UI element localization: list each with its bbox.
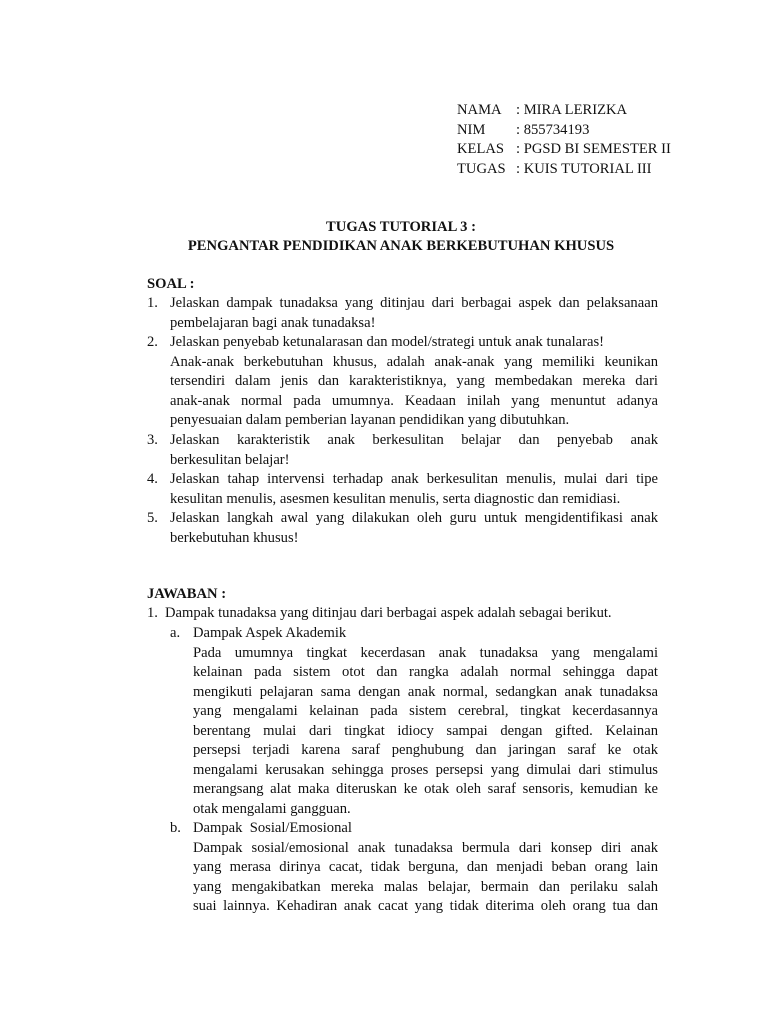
- question-line: berkesulitan belajar!: [170, 451, 290, 468]
- question-2: [170, 333, 658, 431]
- question-line: anak-anak normal pada umumnya. Keadaan inilah yang menuntut adanya: [170, 392, 658, 409]
- info-label: NIM: [457, 121, 486, 138]
- body-line: mengalami kerusakan sehingga proses persepsi yang dimulai dari stimulus: [193, 761, 658, 778]
- question-line: Jelaskan karakteristik anak berkesulitan belajar dan penyebab anak: [170, 432, 658, 448]
- body-line: persepsi terjadi karena saraf penghubung dan jaringan saraf ke otak: [193, 742, 658, 758]
- info-value: : KUIS TUTORIAL III: [516, 160, 652, 177]
- info-row-nama: [457, 101, 671, 121]
- question-line: Jelaskan langkah awal yang dilakukan oleh guru untuk mengidentifikasi anak: [170, 510, 658, 526]
- body-line: merangsang alat maka diteruskan ke otak oleh saraf sensoris, kemudian ke: [193, 781, 658, 797]
- question-5: [170, 509, 658, 548]
- info-label: NAMA: [457, 102, 502, 118]
- question-line: Anak-anak berkebutuhan khusus, adalah anak-anak yang memiliki keunikan: [170, 353, 658, 370]
- question-1: [170, 294, 658, 333]
- soal-heading: SOAL :: [147, 276, 195, 292]
- body-line: suai lainnya. Kehadiran anak cacat yang tidak diterima oleh orang tua dan: [193, 898, 658, 914]
- question-number: 5.: [147, 510, 158, 526]
- body-line: otak mengalami gangguan.: [193, 800, 351, 817]
- question-number: 3.: [147, 432, 158, 448]
- body-line: yang mengakibatkan mereka malas belajar, bermain dan perilaku salah: [193, 878, 658, 895]
- info-label: TUGAS: [457, 160, 506, 177]
- sub-body-sosial: [193, 839, 658, 917]
- sub-body-akademik: [193, 644, 658, 820]
- info-value: : 855734193: [516, 121, 590, 138]
- info-row-nim: [457, 121, 671, 141]
- question-line: tersendiri dalam jenis dan karakteristiknya, yang membedakan mereka dari: [170, 373, 658, 389]
- info-value: : PGSD BI SEMESTER II: [516, 141, 671, 157]
- question-4: [170, 470, 658, 509]
- body-line: berentang mulai dari tingkat idiocy sampai dengan gifted. Kelainan: [193, 722, 658, 739]
- body-line: yang mengalami kelainan pada sistem cerebral, tingkat kecerdasannya: [193, 703, 658, 719]
- sub-letter: b.: [170, 820, 181, 836]
- body-line: Dampak sosial/emosional anak tunadaksa bermula dari konsep diri anak: [193, 839, 658, 856]
- question-line: Jelaskan tahap intervensi terhadap anak berkesulitan menulis, mulai dari tipe: [170, 471, 658, 487]
- question-line: penyesuaian dalam pemberian layanan pendidikan yang dibutuhkan.: [170, 412, 570, 428]
- answer-intro: Dampak tunadaksa yang ditinjau dari berbagai aspek adalah sebagai berikut.: [165, 605, 612, 621]
- question-number: 2.: [147, 334, 158, 350]
- student-info: [457, 101, 671, 179]
- sub-title-akademik: Dampak Aspek Akademik: [193, 625, 347, 641]
- info-value: : MIRA LERIZKA: [516, 102, 628, 118]
- body-line: mengikuti pelajaran sama dengan anak normal, sedangkan anak tunadaksa: [193, 683, 658, 700]
- question-line: berkebutuhan khusus!: [170, 529, 299, 546]
- info-row-kelas: [457, 140, 671, 160]
- jawaban-heading: JAWABAN :: [147, 586, 227, 602]
- info-label: KELAS: [457, 141, 505, 157]
- question-3: [170, 431, 658, 470]
- question-line: Jelaskan penyebab ketunalarasan dan model/strategi untuk anak tunalaras!: [170, 334, 605, 350]
- sub-letter: a.: [170, 625, 181, 641]
- document-subtitle: PENGANTAR PENDIDIKAN ANAK BERKEBUTUHAN KHUSUS: [187, 238, 615, 254]
- body-line: yang merasa dirinya cacat, tidak berguna, dan menjadi beban orang lain: [193, 859, 658, 875]
- question-number: 1.: [147, 295, 158, 311]
- sub-title-sosial: Dampak Sosial/Emosional: [193, 820, 352, 836]
- question-number: 4.: [147, 471, 158, 487]
- question-line: pembelajaran bagi anak tunadaksa!: [170, 314, 376, 331]
- question-line: kesulitan menulis, asesmen kesulitan menulis, serta diagnostic dan remidiasi.: [170, 490, 621, 507]
- question-line: Jelaskan dampak tunadaksa yang ditinjau dari berbagai aspek dan pelaksanaan: [170, 295, 658, 311]
- info-row-tugas: [457, 160, 671, 180]
- body-line: Pada umumnya tingkat kecerdasan anak tunadaksa yang mengalami: [193, 644, 658, 661]
- body-line: kelainan pada sistem otot dan rangka adalah normal sehingga dapat: [193, 664, 658, 680]
- document-title: TUGAS TUTORIAL 3 :: [326, 219, 476, 235]
- answer-number: 1.: [147, 605, 158, 621]
